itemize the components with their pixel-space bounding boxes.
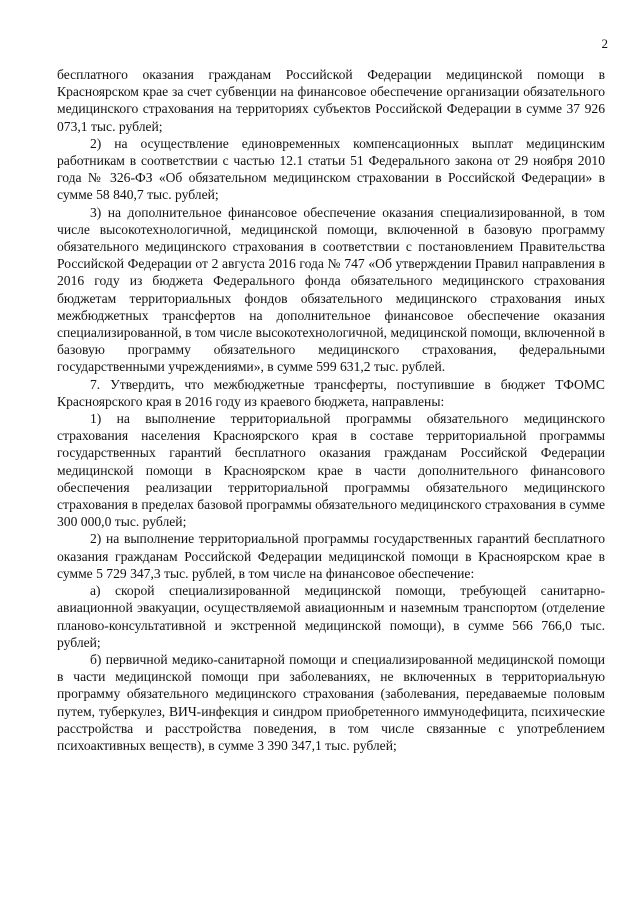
paragraph-clause-7-item-2: 2) на выполнение территориальной программы государственных гарантий бесплатного оказания гражданам Российской Федерации медицинской помощи в Красноярском крае в сумме 5 729 347,3 тыс. рублей, в том числе на финансовое обеспечение: [57,531,605,581]
paragraph-item-2: 2) на осуществление единовременных компенсационных выплат медицинским работникам в соответствии с частью 12.1 статьи 51 Федерального закона от 29 ноября 2010 года № 326-ФЗ «Об обязательном медицинском страховании в Российской Федерации» в сумме 58 840,7 тыс. рублей; [57,135,605,203]
paragraph-subitem-a: а) скорой специализированной медицинской помощи, требующей санитарно-авиационной эвакуации, осуществляемой авиационным и наземным транспортом (отделение планово-консультативной и экстренной медицинской помощи), в сумме 566 766,0 тыс. рублей; [57,583,605,650]
paragraph-subitem-b: б) первичной медико-санитарной помощи и специализированной медицинской помощи в части медицинской помощи при заболеваниях, не включенных в территориальную программу обязательного медицинского страхования (заболевания, передаваемые половым путем, туберкулез, ВИЧ-инфекция и синдром приобретенного иммунодефицита, психические расстройства и расстройства поведения, в том числе связанные с употреблением психоактивных веществ), в сумме 3 390 347,1 тыс. рублей; [57,651,605,753]
document-body [57,66,605,754]
paragraph-clause-7-item-1: 1) на выполнение территориальной программы обязательного медицинского страхования населения Красноярского края в составе территориальной программы государственных гарантий бесплатного оказания гражданам Российской Федерации медицинской помощи в Красноярском крае в части дополнительного финансового обеспечения реализации территориальной программы обязательного медицинского страхования в пределах базовой программы обязательного медицинского страхования в сумме 300 000,0 тыс. рублей; [57,411,605,530]
paragraph-clause-7: 7. Утвердить, что межбюджетные трансферты, поступившие в бюджет ТФОМС Красноярского края в 2016 году из краевого бюджета, направлены: [57,376,605,409]
paragraph-continuation: бесплатного оказания гражданам Российской Федерации медицинской помощи в Красноярском крае за счет субвенции на финансовое обеспечение организации обязательного медицинского страхования на территориях субъектов Российской Федерации в сумме 37 926 073,1 тыс. рублей; [57,67,605,134]
page-number: 2 [601,36,608,51]
paragraph-item-3: 3) на дополнительное финансовое обеспечение оказания специализированной, в том числе высокотехнологичной, медицинской помощи, включенной в базовую программу обязательного медицинского страхования в соответствии с постановлением Правительства Российской Федерации от 2 августа 2016 года № 747 «Об утверждении Правил направления в 2016 году из бюджета Федерального фонда обязательного медицинского страхования бюджетам территориальных фондов обязательного медицинского страхования иных межбюджетных трансфертов на дополнительное финансовое обеспечение оказания специализированной, в том числе высокотехнологичной, медицинской помощи, включенной в базовую программу обязательного медицинского страхования, федеральными государственными учреждениями», в сумме 599 631,2 тыс. рублей. [57,204,605,375]
